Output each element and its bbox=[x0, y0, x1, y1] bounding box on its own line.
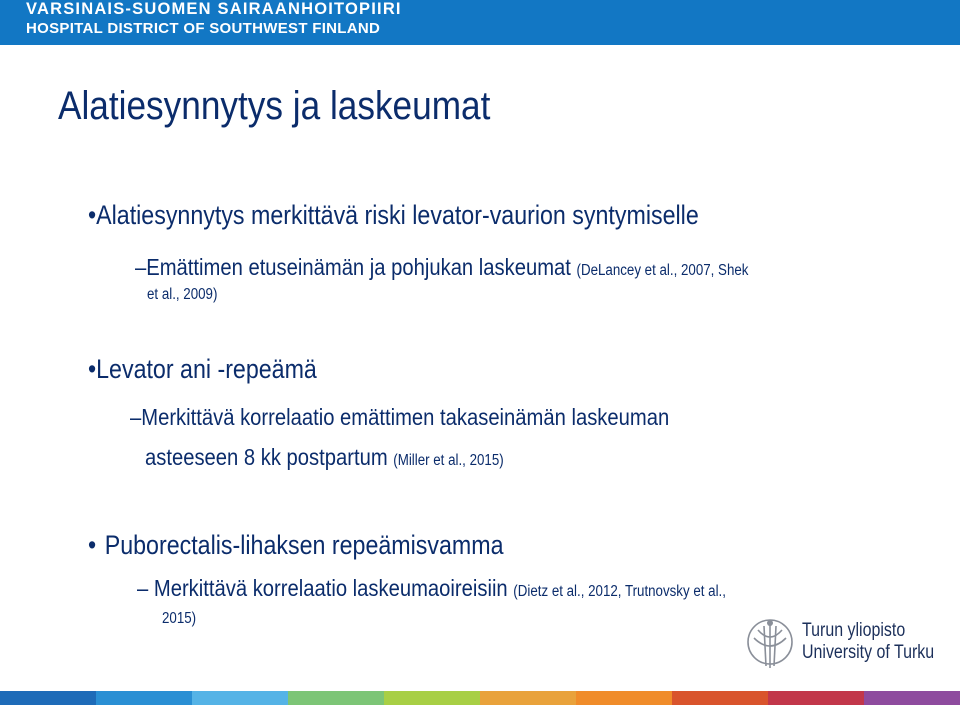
bullet-1-sub-ref: (DeLancey et al., 2007, Shek bbox=[576, 262, 749, 279]
footer-stripe-segment bbox=[384, 691, 480, 705]
footer-stripe-segment bbox=[672, 691, 768, 705]
footer-stripe-segment bbox=[288, 691, 384, 705]
dash-icon: – bbox=[130, 404, 142, 430]
bullet-1-text: Alatiesynnytys merkittävä riski levator-vaurion syntymiselle bbox=[96, 200, 699, 230]
university-emblem-icon bbox=[744, 614, 796, 672]
bullet-2-sub bbox=[130, 404, 669, 431]
university-logo bbox=[744, 614, 944, 674]
footer-stripe-segment bbox=[96, 691, 192, 705]
org-name-fi: VARSINAIS-SUOMEN SAIRAANHOITOPIIRI bbox=[26, 0, 402, 18]
footer-stripe-segment bbox=[864, 691, 960, 705]
bullet-2-sub-cont bbox=[145, 444, 504, 471]
bullet-3 bbox=[88, 530, 504, 561]
footer-stripe-segment bbox=[768, 691, 864, 705]
footer-stripe-segment bbox=[192, 691, 288, 705]
logo-text bbox=[802, 620, 934, 664]
bullet-3-text: Puborectalis-lihaksen repeämisvamma bbox=[104, 530, 504, 560]
bullet-icon: • bbox=[88, 530, 97, 560]
dash-icon: – bbox=[137, 575, 149, 601]
bullet-1-sub-ref-cont: et al., 2009) bbox=[147, 286, 218, 303]
bullet-1-sub-text: Emättimen etuseinämän ja pohjukan laskeumat bbox=[146, 254, 571, 280]
footer-stripe-segment bbox=[0, 691, 96, 705]
footer-color-stripe bbox=[0, 691, 960, 705]
logo-line-2: University of Turku bbox=[802, 642, 935, 663]
dash-icon: – bbox=[135, 254, 147, 280]
bullet-3-sub bbox=[137, 575, 726, 602]
bullet-1-sub bbox=[135, 254, 748, 281]
bullet-3-sub-text: Merkittävä korrelaatio laskeumaoireisiin bbox=[153, 575, 508, 601]
bullet-2-text: Levator ani -repeämä bbox=[96, 354, 317, 384]
bullet-2-sub-ref: (Miller et al., 2015) bbox=[393, 452, 504, 469]
bullet-3-sub-ref: (Dietz et al., 2012, Trutnovsky et al., bbox=[513, 583, 726, 600]
header-bar bbox=[0, 0, 960, 45]
bullet-icon: • bbox=[88, 354, 97, 384]
bullet-2 bbox=[88, 354, 317, 385]
bullet-2-sub-text-cont: asteeseen 8 kk postpartum bbox=[145, 444, 388, 470]
org-name-en: HOSPITAL DISTRICT OF SOUTHWEST FINLAND bbox=[26, 20, 381, 37]
logo-line-1: Turun yliopisto bbox=[802, 620, 906, 641]
slide-title: Alatiesynnytys ja laskeumat bbox=[58, 84, 491, 128]
bullet-2-sub-text: Merkittävä korrelaatio emättimen takaseinämän laskeuman bbox=[141, 404, 670, 430]
footer-stripe-segment bbox=[480, 691, 576, 705]
bullet-icon: • bbox=[88, 200, 97, 230]
footer-stripe-segment bbox=[576, 691, 672, 705]
bullet-3-sub-ref-cont: 2015) bbox=[162, 610, 197, 627]
bullet-1 bbox=[88, 200, 699, 231]
